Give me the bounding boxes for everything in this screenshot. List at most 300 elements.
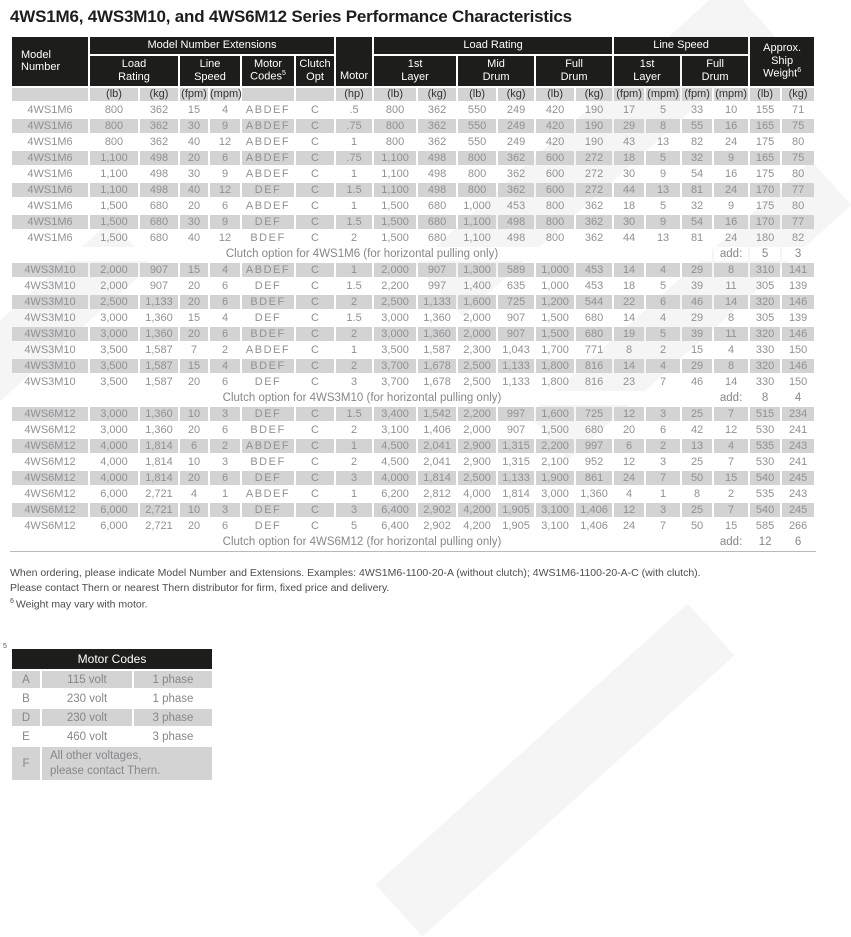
value-cell: 453: [576, 263, 612, 277]
model-number-cell: 4WS1M6: [27, 231, 73, 244]
data-row: [12, 487, 814, 501]
value-cell: ABDEF: [242, 439, 294, 453]
value-cell: 5: [660, 279, 667, 292]
value-cell: 139: [788, 279, 808, 292]
value-cell: 266: [788, 519, 808, 532]
value-cell: 680: [418, 215, 456, 229]
clutch-option-row: [12, 247, 814, 261]
model-number-cell: 4WS3M10: [24, 311, 76, 324]
value-cell: 1: [350, 167, 358, 180]
motor-code-letter: E: [22, 730, 30, 743]
col-header-motor-codes: Motor Codes$^5$: [242, 56, 294, 86]
value-cell: 2,300: [463, 343, 491, 356]
unit-cell: [12, 88, 88, 101]
value-cell: 1,905: [502, 519, 530, 532]
value-cell: 680: [149, 231, 169, 244]
value-cell: 241: [788, 423, 808, 436]
value-cell: 907: [506, 423, 526, 436]
motor-codes-footnote-marker: 5: [3, 643, 7, 651]
model-number-cell: 4WS1M6: [27, 199, 73, 212]
value-cell: 907: [140, 263, 178, 277]
value-cell: 3: [210, 407, 240, 421]
value-cell: 75: [782, 151, 814, 165]
col-header-line-speed: Line Speed: [614, 37, 748, 54]
value-cell: 245: [782, 471, 814, 485]
motor-code-phase: 3 phase: [134, 709, 212, 726]
motor-codes-title: Motor Codes: [12, 649, 212, 669]
motor-code-note: All other voltages, please contact Thern.: [42, 747, 212, 780]
page-title: 4WS1M6, 4WS3M10, and 4WS6M12 Series Performance Characteristics: [10, 7, 572, 26]
value-cell: 20: [187, 279, 201, 292]
value-cell: 535: [755, 487, 775, 500]
model-number-cell: 4WS1M6: [12, 151, 88, 165]
value-cell: 243: [788, 487, 808, 500]
value-cell: 30: [180, 119, 208, 133]
value-cell: 498: [498, 215, 534, 229]
value-cell: 3: [646, 407, 680, 421]
value-cell: 2: [350, 455, 358, 468]
motor-code-row: [12, 671, 212, 688]
unit-cell: (lb): [458, 88, 496, 101]
value-cell: 82: [791, 231, 805, 244]
value-cell: 1,814: [140, 471, 178, 485]
value-cell: 3: [336, 503, 372, 517]
value-cell: 1,315: [498, 439, 534, 453]
value-cell: 2,100: [541, 455, 569, 468]
value-cell: 952: [584, 455, 604, 468]
value-cell: 4: [646, 263, 680, 277]
value-cell: 3,000: [90, 407, 138, 421]
value-cell: 680: [584, 311, 604, 324]
value-cell: 8: [626, 343, 633, 356]
value-cell: 515: [750, 407, 780, 421]
motor-code-row: [12, 747, 212, 780]
value-cell: 11: [725, 279, 737, 292]
value-cell: 2,041: [418, 439, 456, 453]
value-cell: 1,133: [502, 375, 530, 388]
value-cell: C: [311, 135, 319, 148]
motor-codes-header-row: [12, 649, 212, 669]
value-cell: 1: [336, 439, 372, 453]
value-cell: 1,100: [374, 151, 416, 165]
performance-table: [10, 35, 816, 552]
data-row: [12, 279, 814, 293]
value-cell: 77: [782, 183, 814, 197]
value-cell: 2,000: [374, 263, 416, 277]
unit-cell: (lb): [536, 88, 574, 101]
value-cell: 3: [660, 455, 667, 468]
value-cell: 5: [646, 327, 680, 341]
value-cell: 1,360: [140, 327, 178, 341]
value-cell: 13: [646, 183, 680, 197]
value-cell: 816: [584, 375, 604, 388]
value-cell: 3: [210, 503, 240, 517]
value-cell: 12: [218, 231, 232, 244]
value-cell: BDEF: [250, 455, 286, 468]
value-cell: 4: [626, 487, 633, 500]
value-cell: 1,360: [145, 311, 173, 324]
value-cell: 16: [714, 215, 748, 229]
value-cell: 907: [149, 279, 169, 292]
value-cell: ABDEF: [245, 135, 291, 148]
value-cell: 12: [210, 183, 240, 197]
value-cell: 10: [180, 503, 208, 517]
value-cell: 15: [714, 471, 748, 485]
value-cell: 7: [646, 471, 680, 485]
value-cell: 6: [180, 439, 208, 453]
value-cell: 13: [682, 439, 712, 453]
value-cell: 9: [210, 215, 240, 229]
value-cell: 25: [682, 407, 712, 421]
value-cell: 1,133: [498, 471, 534, 485]
value-cell: 1: [350, 199, 358, 212]
value-cell: 997: [498, 407, 534, 421]
value-cell: 2,812: [423, 487, 451, 500]
value-cell: 2,200: [536, 439, 574, 453]
value-cell: 2,500: [458, 359, 496, 373]
data-row: [12, 439, 814, 453]
value-cell: 4: [221, 103, 229, 116]
value-cell: 1,500: [100, 199, 128, 212]
value-cell: 19: [614, 327, 644, 341]
value-cell: 600: [536, 183, 574, 197]
model-number-cell: 4WS1M6: [12, 183, 88, 197]
value-cell: 6: [210, 327, 240, 341]
value-cell: 420: [536, 119, 574, 133]
value-cell: 5: [350, 519, 358, 532]
value-cell: 1,500: [90, 215, 138, 229]
value-cell: 32: [690, 199, 704, 212]
value-cell: 14: [724, 375, 738, 388]
value-cell: 12: [614, 503, 644, 517]
value-cell: 2,200: [458, 407, 496, 421]
data-row: [12, 503, 814, 517]
value-cell: 3: [350, 375, 358, 388]
value-cell: 800: [467, 167, 487, 180]
unit-cell: (kg): [140, 88, 178, 101]
value-cell: C: [311, 167, 319, 180]
col-header-ship-weight: Approx. Ship Weight$^6$: [750, 37, 814, 86]
value-cell: 15: [180, 359, 208, 373]
value-cell: 6: [210, 471, 240, 485]
value-cell: 1,542: [418, 407, 456, 421]
value-cell: 3,000: [541, 487, 569, 500]
value-cell: 82: [690, 135, 704, 148]
model-number-cell: 4WS6M12: [12, 439, 88, 453]
value-cell: 30: [180, 215, 208, 229]
value-cell: 29: [690, 311, 704, 324]
data-row: [12, 135, 814, 149]
value-cell: 5: [660, 103, 667, 116]
value-cell: 3,000: [90, 327, 138, 341]
value-cell: 190: [584, 103, 604, 116]
data-row: [12, 103, 814, 117]
model-number-cell: 4WS3M10: [24, 279, 76, 292]
motor-code-letter: A: [12, 671, 40, 688]
value-cell: 530: [755, 455, 775, 468]
value-cell: 1,406: [576, 503, 612, 517]
value-cell: 2,000: [100, 279, 128, 292]
value-cell: 3,500: [381, 343, 409, 356]
value-cell: 2: [728, 487, 735, 500]
value-cell: 600: [536, 151, 574, 165]
value-cell: 2,900: [458, 439, 496, 453]
value-cell: 997: [427, 279, 447, 292]
value-cell: 30: [614, 215, 644, 229]
value-cell: 816: [576, 359, 612, 373]
value-cell: 1,043: [502, 343, 530, 356]
value-cell: 589: [498, 263, 534, 277]
value-cell: 20: [187, 519, 201, 532]
value-cell: 1,600: [536, 407, 574, 421]
value-cell: 330: [755, 375, 775, 388]
value-cell: 20: [187, 199, 201, 212]
value-cell: 1,100: [90, 183, 138, 197]
col-header-full-drum: Full Drum: [536, 56, 612, 86]
value-cell: 24: [724, 135, 738, 148]
value-cell: 6,400: [374, 503, 416, 517]
value-cell: 3,500: [100, 375, 128, 388]
value-cell: 1,587: [145, 343, 173, 356]
motor-code-phase: 3 phase: [152, 730, 194, 743]
col-header-ext-load-rating: Load Rating: [90, 56, 178, 86]
value-cell: 530: [755, 423, 775, 436]
unit-cell: (fpm): [181, 88, 207, 101]
header-row-subgroups: [12, 56, 814, 86]
value-cell: 32: [682, 151, 712, 165]
value-cell: 1,600: [458, 295, 496, 309]
value-cell: 1,500: [381, 199, 409, 212]
value-cell: 180: [755, 231, 775, 244]
value-cell: 1,100: [458, 215, 496, 229]
units-row: [12, 88, 814, 101]
value-cell: 4: [190, 487, 198, 500]
value-cell: 24: [614, 471, 644, 485]
value-cell: 3,000: [100, 311, 128, 324]
value-cell: 40: [180, 183, 208, 197]
value-cell: 7: [190, 343, 198, 356]
value-cell: 3,100: [541, 519, 569, 532]
value-cell: 1.5: [336, 215, 372, 229]
value-cell: 1,800: [541, 375, 569, 388]
clutch-option-note: Clutch option for 4WS1M6 (for horizontal pulling only): [12, 247, 712, 261]
value-cell: ABDEF: [245, 487, 291, 500]
value-cell: 55: [682, 119, 712, 133]
data-row: [12, 471, 814, 485]
value-cell: 310: [750, 263, 780, 277]
motor-code-voltage: 230 volt: [42, 709, 132, 726]
value-cell: DEF: [242, 407, 294, 421]
value-cell: 8: [646, 119, 680, 133]
clutch-option-row: [12, 391, 814, 405]
value-cell: 1,100: [381, 167, 409, 180]
value-cell: 18: [622, 199, 636, 212]
motor-code-row: [12, 728, 212, 745]
value-cell: .5: [349, 103, 359, 116]
value-cell: 1,100: [100, 167, 128, 180]
value-cell: 1,360: [140, 407, 178, 421]
value-cell: 498: [140, 151, 178, 165]
value-cell: 3: [336, 471, 372, 485]
value-cell: C: [296, 119, 334, 133]
add-label: add:: [714, 247, 748, 261]
value-cell: 6: [210, 151, 240, 165]
value-cell: 680: [427, 231, 447, 244]
col-header-motor: Motor: [336, 37, 372, 86]
header-row-groups: [12, 37, 814, 54]
value-cell: 30: [187, 167, 201, 180]
value-cell: 15: [187, 103, 201, 116]
value-cell: 249: [506, 135, 526, 148]
value-cell: 4: [221, 311, 229, 324]
value-cell: 800: [458, 183, 496, 197]
add-lb-value: 5: [750, 247, 780, 261]
value-cell: 6: [221, 519, 229, 532]
value-cell: 46: [690, 375, 704, 388]
value-cell: 30: [622, 167, 636, 180]
value-cell: 80: [791, 199, 805, 212]
unit-cell: (fpm): [614, 88, 644, 101]
value-cell: 362: [576, 215, 612, 229]
value-cell: 6,200: [381, 487, 409, 500]
value-cell: ABDEF: [242, 119, 294, 133]
value-cell: 7: [660, 519, 667, 532]
value-cell: 2,041: [423, 455, 451, 468]
value-cell: 861: [576, 471, 612, 485]
data-row: [12, 327, 814, 341]
value-cell: BDEF: [242, 327, 294, 341]
model-number-cell: 4WS1M6: [27, 167, 73, 180]
value-cell: C: [296, 359, 334, 373]
value-cell: C: [311, 423, 319, 436]
value-cell: 12: [218, 135, 232, 148]
value-cell: 800: [545, 199, 565, 212]
data-row: [12, 263, 814, 277]
add-lb-value: 8: [750, 391, 780, 405]
value-cell: 1,000: [463, 199, 491, 212]
value-cell: 50: [690, 519, 704, 532]
value-cell: 330: [755, 343, 775, 356]
value-cell: 3,000: [381, 311, 409, 324]
value-cell: 29: [682, 359, 712, 373]
value-cell: 1,300: [458, 263, 496, 277]
value-cell: 4: [660, 311, 667, 324]
add-kg-value: 3: [782, 247, 814, 261]
value-cell: ABDEF: [245, 199, 291, 212]
value-cell: .75: [336, 119, 372, 133]
value-cell: 453: [506, 199, 526, 212]
value-cell: 249: [498, 119, 534, 133]
value-cell: 4,000: [100, 455, 128, 468]
model-number-cell: 4WS3M10: [12, 327, 88, 341]
value-cell: 498: [418, 151, 456, 165]
value-cell: 2,200: [381, 279, 409, 292]
value-cell: 4,500: [374, 439, 416, 453]
value-cell: 77: [782, 215, 814, 229]
value-cell: 1.5: [336, 407, 372, 421]
add-label: add:: [714, 391, 748, 405]
value-cell: 6: [646, 295, 680, 309]
value-cell: 2: [350, 423, 358, 436]
model-number-cell: 4WS3M10: [12, 295, 88, 309]
value-cell: 1,400: [463, 279, 491, 292]
value-cell: 249: [506, 103, 526, 116]
value-cell: 50: [682, 471, 712, 485]
value-cell: 498: [418, 183, 456, 197]
value-cell: 7: [728, 455, 735, 468]
col-header-mid-drum: Mid Drum: [458, 56, 534, 86]
value-cell: 540: [750, 471, 780, 485]
value-cell: 2: [336, 295, 372, 309]
value-cell: 25: [682, 503, 712, 517]
value-cell: 24: [724, 231, 738, 244]
value-cell: 29: [682, 263, 712, 277]
value-cell: DEF: [254, 519, 282, 532]
value-cell: 13: [656, 231, 670, 244]
value-cell: 2,902: [418, 503, 456, 517]
data-row: [12, 455, 814, 469]
unit-cell: (hp): [336, 88, 372, 101]
unit-cell: (mpm): [715, 88, 747, 101]
value-cell: 1,587: [423, 343, 451, 356]
value-cell: 6: [660, 423, 667, 436]
value-cell: DEF: [242, 471, 294, 485]
data-row: [12, 375, 814, 389]
value-cell: 1,406: [423, 423, 451, 436]
value-cell: 1.5: [346, 279, 362, 292]
value-cell: 80: [791, 167, 805, 180]
value-cell: 24: [622, 519, 636, 532]
col-header-1st-layer: 1st Layer: [374, 56, 456, 86]
value-cell: C: [311, 519, 319, 532]
value-cell: 71: [791, 103, 805, 116]
value-cell: 15: [187, 311, 201, 324]
value-cell: 362: [498, 183, 534, 197]
value-cell: BDEF: [242, 295, 294, 309]
note-weight: $^6$ Weight may vary with motor.: [10, 598, 148, 611]
value-cell: 4,200: [458, 503, 496, 517]
value-cell: 243: [782, 439, 814, 453]
value-cell: 272: [576, 183, 612, 197]
value-cell: 1,315: [502, 455, 530, 468]
value-cell: ABDEF: [242, 151, 294, 165]
value-cell: 39: [690, 279, 704, 292]
value-cell: 20: [180, 151, 208, 165]
value-cell: 1,133: [418, 295, 456, 309]
value-cell: 2,500: [458, 471, 496, 485]
value-cell: 13: [656, 135, 670, 148]
value-cell: DEF: [254, 375, 282, 388]
value-cell: 1,678: [418, 359, 456, 373]
value-cell: 165: [750, 151, 780, 165]
value-cell: 2: [350, 231, 358, 244]
value-cell: 54: [690, 167, 704, 180]
value-cell: 6: [221, 375, 229, 388]
value-cell: 1,814: [418, 471, 456, 485]
value-cell: 997: [576, 439, 612, 453]
value-cell: 1,814: [145, 455, 173, 468]
value-cell: C: [296, 327, 334, 341]
value-cell: 362: [506, 167, 526, 180]
value-cell: 305: [755, 279, 775, 292]
data-row: [12, 215, 814, 229]
value-cell: 1,500: [536, 327, 574, 341]
value-cell: 54: [682, 215, 712, 229]
value-cell: 1,000: [536, 263, 574, 277]
motor-code-voltage: 230 volt: [66, 692, 108, 705]
value-cell: 150: [788, 343, 808, 356]
value-cell: 3,000: [100, 423, 128, 436]
